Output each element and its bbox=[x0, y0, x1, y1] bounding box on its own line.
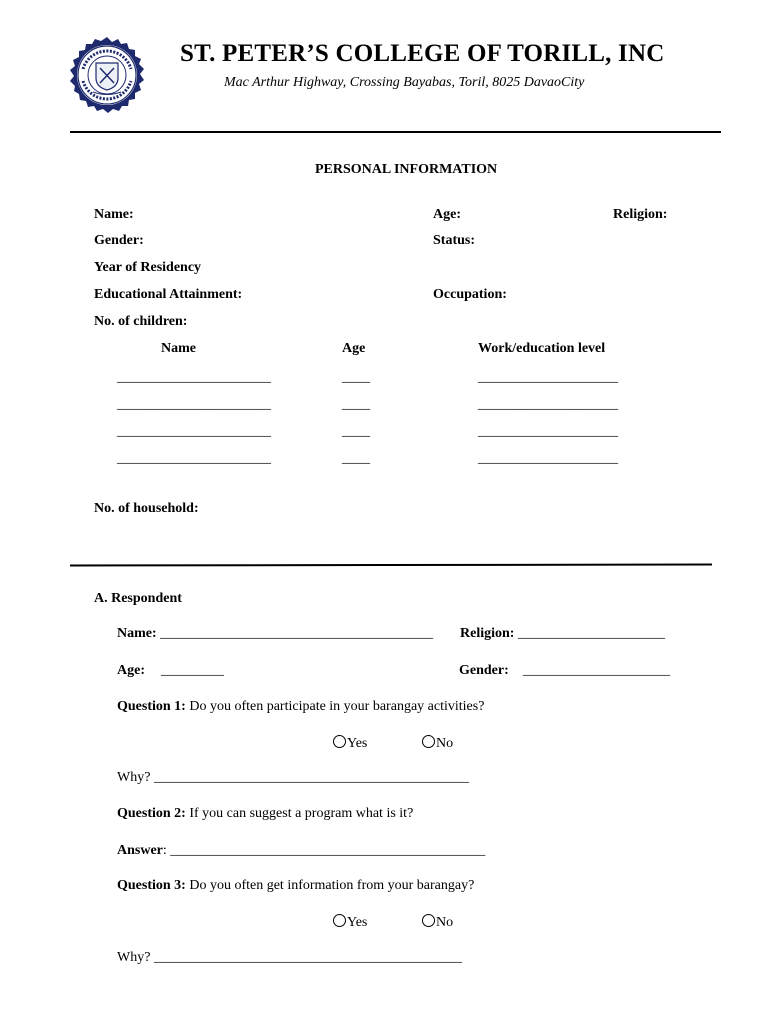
question-2-label: Question 2: bbox=[117, 806, 186, 821]
question-2-text: If you can suggest a program what is it? bbox=[189, 806, 414, 821]
respondent-gender-label: Gender: bbox=[459, 663, 509, 678]
children-row-name-field[interactable]: ______________________ bbox=[117, 397, 271, 412]
q3-no-label: No bbox=[436, 915, 454, 930]
q1-yes-radio-icon[interactable] bbox=[333, 735, 346, 748]
residency-label: Year of Residency bbox=[94, 260, 202, 275]
question-3-text: Do you often get information from your barangay? bbox=[189, 878, 475, 893]
children-header-age: Age bbox=[342, 341, 366, 356]
children-label: No. of children: bbox=[94, 314, 188, 329]
children-row-name-field[interactable]: ______________________ bbox=[117, 370, 271, 385]
why-2-label: Why? bbox=[117, 950, 151, 965]
q1-no-radio-icon[interactable] bbox=[422, 735, 435, 748]
header-divider bbox=[70, 131, 721, 133]
gender-label: Gender: bbox=[94, 233, 144, 248]
q1-no-label: No bbox=[436, 736, 454, 751]
respondent-name-field[interactable]: _______________________________________ bbox=[160, 626, 434, 641]
question-1-label: Question 1: bbox=[117, 699, 186, 714]
respondent-gender-field[interactable]: _____________________ bbox=[523, 663, 670, 678]
children-row-age-field[interactable]: ____ bbox=[342, 424, 370, 439]
religion-label: Religion: bbox=[613, 207, 668, 222]
question-1-text: Do you often participate in your barangay activities? bbox=[189, 699, 485, 714]
answer-label: Answer bbox=[117, 843, 163, 858]
question-1 bbox=[117, 699, 484, 715]
why-2-row bbox=[117, 950, 462, 966]
section-divider bbox=[70, 564, 712, 567]
children-row-name-field[interactable]: ______________________ bbox=[117, 424, 271, 439]
q1-yes-label: Yes bbox=[347, 736, 368, 751]
name-label: Name: bbox=[94, 207, 134, 222]
respondent-age-field[interactable]: _________ bbox=[161, 663, 224, 678]
children-row-name-field[interactable]: ______________________ bbox=[117, 451, 271, 466]
education-label: Educational Attainment: bbox=[94, 287, 243, 302]
children-row-work-field[interactable]: ____________________ bbox=[478, 397, 618, 412]
status-label: Status: bbox=[433, 233, 476, 248]
children-row-work-field[interactable]: ____________________ bbox=[478, 424, 618, 439]
q3-no-option[interactable] bbox=[422, 914, 453, 931]
children-row-work-field[interactable]: ____________________ bbox=[478, 451, 618, 466]
children-header-work: Work/education level bbox=[478, 341, 606, 356]
question-3-label: Question 3: bbox=[117, 878, 186, 893]
respondent-name-row bbox=[117, 626, 433, 642]
occupation-label: Occupation: bbox=[433, 287, 507, 302]
q1-no-option[interactable] bbox=[422, 735, 453, 752]
respondent-religion-row bbox=[460, 626, 665, 642]
why-1-field[interactable]: _____________________________________________ bbox=[153, 770, 469, 785]
section-title: PERSONAL INFORMATION bbox=[315, 162, 498, 177]
children-row-age-field[interactable]: ____ bbox=[342, 370, 370, 385]
question-2 bbox=[117, 806, 413, 822]
household-label: No. of household: bbox=[94, 501, 199, 516]
respondent-religion-label: Religion: bbox=[460, 626, 515, 641]
college-seal-logo bbox=[68, 36, 146, 114]
respondent-age-label: Age: bbox=[117, 663, 145, 678]
college-address: Mac Arthur Highway, Crossing Bayabas, Toril, 8025 DavaoCity bbox=[224, 75, 585, 90]
q1-yes-option[interactable] bbox=[333, 735, 367, 752]
q3-yes-option[interactable] bbox=[333, 914, 367, 931]
answer-row: Answer: _____________________________________________ bbox=[117, 843, 486, 858]
why-1-label: Why? bbox=[117, 770, 151, 785]
children-header-name: Name bbox=[161, 341, 196, 356]
why-1-row bbox=[117, 770, 469, 786]
answer-field[interactable]: _____________________________________________ bbox=[170, 843, 486, 858]
respondent-name-label: Name: bbox=[117, 626, 157, 641]
question-3 bbox=[117, 878, 474, 894]
q3-yes-radio-icon[interactable] bbox=[333, 914, 346, 927]
children-row-age-field[interactable]: ____ bbox=[342, 397, 370, 412]
college-name: ST. PETER’S COLLEGE OF TORILL, INC bbox=[180, 40, 665, 67]
q3-no-radio-icon[interactable] bbox=[422, 914, 435, 927]
respondent-section-title: A. Respondent bbox=[94, 591, 182, 606]
respondent-religion-field[interactable]: _____________________ bbox=[517, 626, 665, 641]
q3-yes-label: Yes bbox=[347, 915, 368, 930]
why-2-field[interactable]: ____________________________________________ bbox=[153, 950, 462, 965]
children-row-age-field[interactable]: ____ bbox=[342, 451, 370, 466]
age-label: Age: bbox=[433, 207, 461, 222]
children-row-work-field[interactable]: ____________________ bbox=[478, 370, 618, 385]
